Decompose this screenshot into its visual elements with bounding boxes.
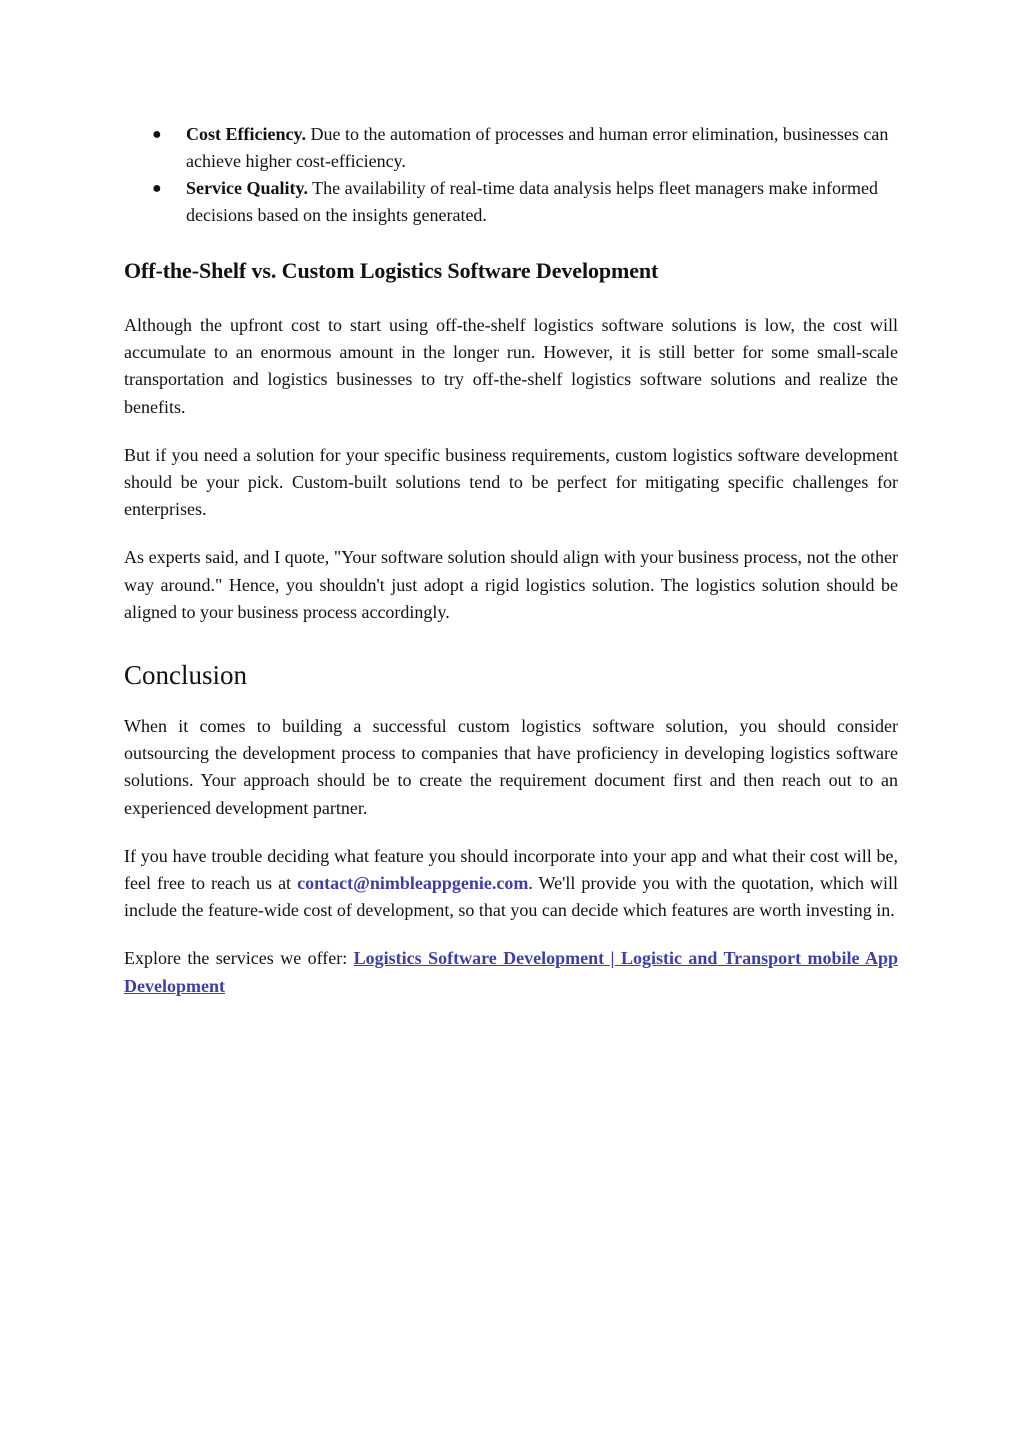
contact-paragraph (124, 843, 898, 925)
paragraph: Although the upfront cost to start using off-the-shelf logistics software solutions is low, the cost will accumulate to an enormous amount in the longer run. However, it is still better for some small-scale transportation and logistics businesses to try off-the-shelf logistics software solutions and realize the benefits. (124, 315, 898, 417)
services-link[interactable]: Logistics Software Development | Logistic and Transport mobile App Development (124, 948, 898, 996)
paragraph-text: . We'll provide you with the quotation, which will include the feature-wide cost of development, so that you can decide which features are worth investing in. (124, 873, 898, 921)
paragraph-text: If you have trouble deciding what feature you should incorporate into your app and what their cost will be, feel free to reach us at (124, 845, 898, 894)
offshelf-section (124, 256, 898, 626)
paragraph: But if you need a solution for your specific business requirements, custom logistics software development should be your pick. Custom-built solutions tend to be perfect for mitigating specific challenges for enterprises. (124, 444, 898, 520)
paragraph: As experts said, and I quote, "Your software solution should align with your business process, not the other way around." Hence, you shouldn't just adopt a rigid logistics solution. The logistics solution should be aligned to your business process accordingly. (124, 547, 898, 622)
bullet-icon: ● (152, 126, 162, 143)
document-page (124, 121, 898, 1000)
explore-paragraph (124, 945, 898, 999)
list-item (124, 121, 898, 175)
email-link[interactable]: contact@nimbleappgenie.com (297, 873, 529, 894)
bullet-icon: ● (152, 180, 162, 197)
paragraph: When it comes to building a successful custom logistics software solution, you should consider outsourcing the development process to companies that have proficiency in developing logistics software solutions. Your approach should be to create the requirement document first and then reach out to an experienced development partner. (124, 716, 898, 818)
explore-prefix: Explore the services we offer: (124, 948, 354, 969)
bullet-term: Cost Efficiency. (186, 124, 306, 144)
conclusion-heading: Conclusion (124, 660, 248, 691)
list-item (124, 175, 898, 229)
benefits-list (124, 121, 898, 229)
section-heading: Off-the-Shelf vs. Custom Logistics Software Development (124, 258, 659, 283)
bullet-text: The availability of real-time data analysis helps fleet managers make informed decisions based on the insights generated. (186, 178, 878, 225)
bullet-text: Due to the automation of processes and human error elimination, businesses can achieve higher cost-efficiency. (186, 124, 889, 171)
bullet-term: Service Quality. (186, 178, 308, 198)
conclusion-section (124, 658, 898, 1000)
